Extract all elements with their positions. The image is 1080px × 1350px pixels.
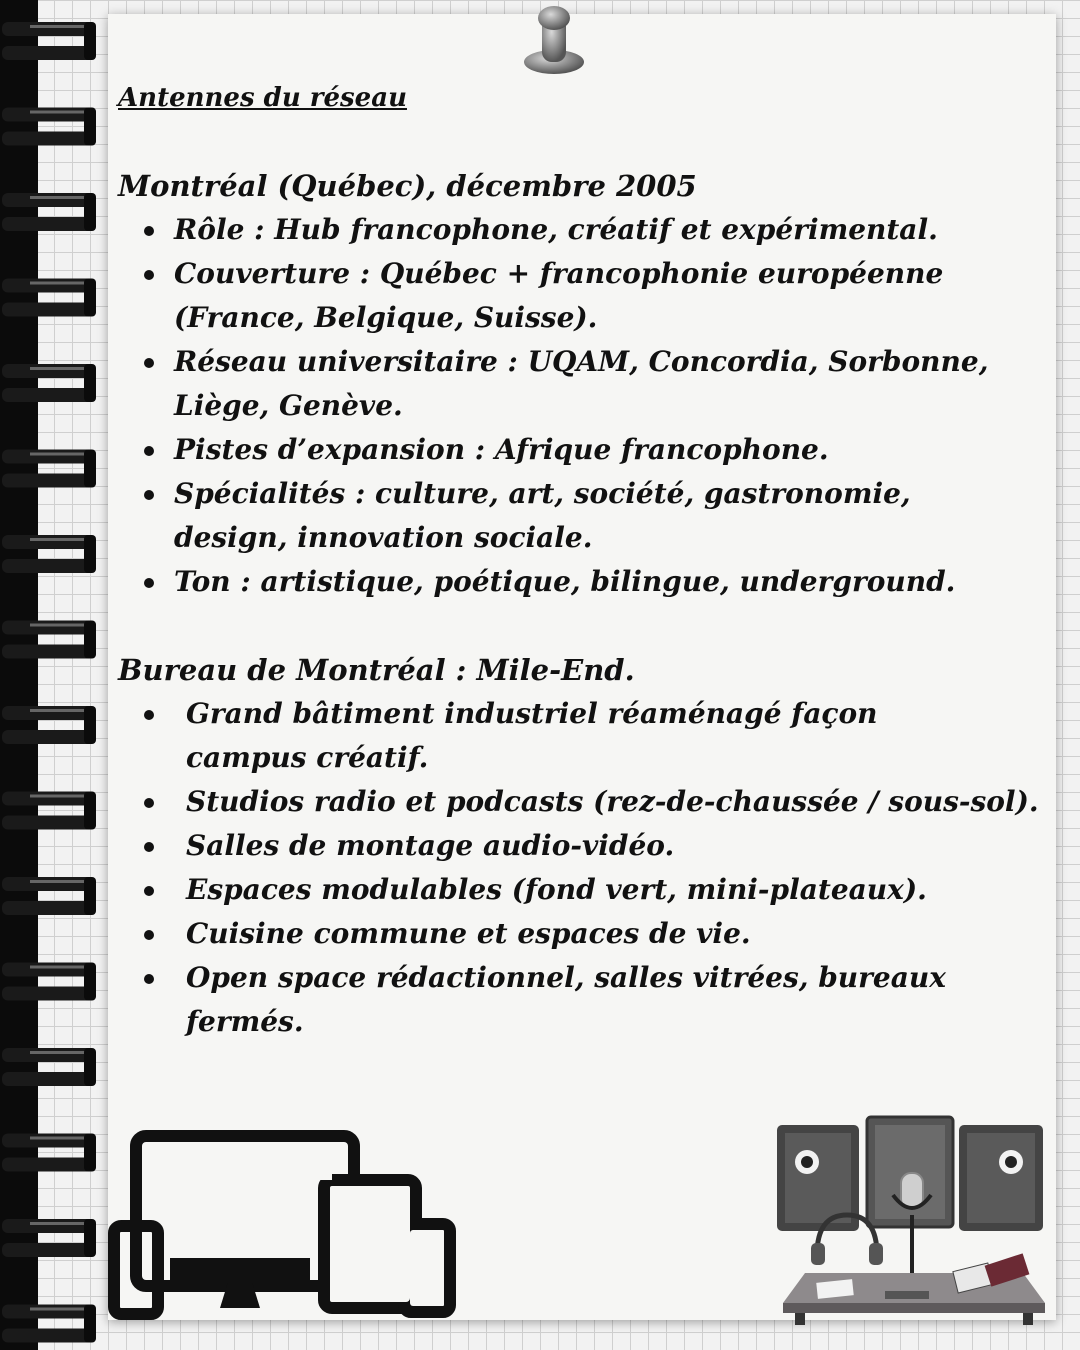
list-item: Couverture : Québec + francophonie européenne (France, Belgique, Suisse).	[174, 252, 1034, 340]
list-item: Réseau universitaire : UQAM, Concordia, Sorbonne, Liège, Genève.	[174, 340, 1044, 428]
list-item: Pistes d’expansion : Afrique francophone.	[174, 428, 1048, 472]
list-item: Cuisine commune et espaces de vie.	[174, 912, 1048, 956]
montreal-title: Montréal (Québec), décembre 2005	[118, 169, 697, 203]
push-pin-icon	[520, 0, 588, 80]
devices-icon	[108, 1130, 458, 1320]
list-item: Grand bâtiment industriel réaménagé façon campus créatif.	[174, 692, 946, 780]
list-item: Ton : artistique, poétique, bilingue, underground.	[174, 560, 1048, 604]
note-heading: Antennes du réseau	[118, 83, 407, 113]
montreal-list	[118, 208, 1048, 604]
office-title: Bureau de Montréal : Mile-End.	[118, 653, 635, 687]
list-item: Espaces modulables (fond vert, mini-plateaux).	[174, 868, 1048, 912]
list-item: Spécialités : culture, art, société, gastronomie, design, innovation sociale.	[174, 472, 984, 560]
list-item: Open space rédactionnel, salles vitrées, bureaux fermés.	[174, 956, 1048, 1044]
list-item: Rôle : Hub francophone, créatif et expérimental.	[174, 208, 1048, 252]
office-list	[118, 692, 1048, 1044]
list-item: Studios radio et podcasts (rez-de-chaussée / sous-sol).	[174, 780, 1048, 824]
list-item: Salles de montage audio-vidéo.	[174, 824, 1048, 868]
note-content	[118, 76, 1048, 1044]
podcast-studio-illustration	[775, 1115, 1050, 1325]
spiral-binding-icon	[0, 0, 110, 1350]
